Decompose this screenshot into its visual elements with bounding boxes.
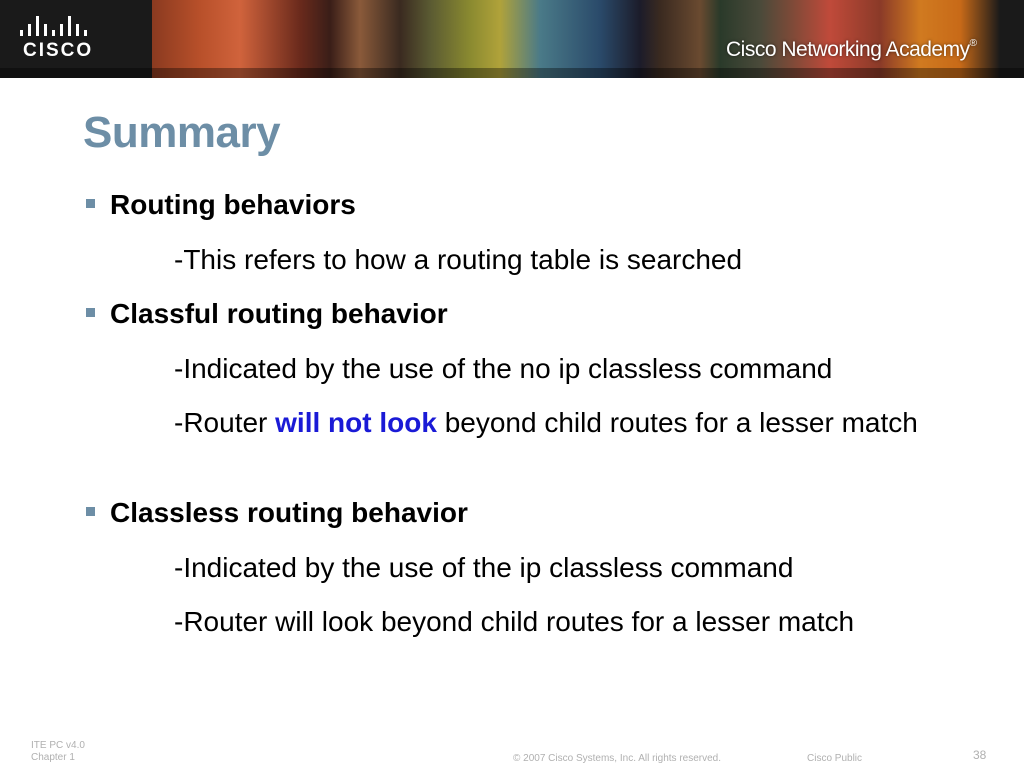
bullet-square-icon bbox=[86, 308, 95, 317]
slide-title: Summary bbox=[83, 108, 281, 157]
sub-line-before: -Router bbox=[174, 407, 276, 438]
sub-line: -Indicated by the use of the no ip classless command bbox=[174, 353, 833, 384]
academy-text: Cisco Networking Academy bbox=[726, 38, 970, 61]
sub-line-highlighted bbox=[174, 405, 924, 441]
registered-mark: ® bbox=[969, 38, 977, 49]
header-banner bbox=[0, 0, 1024, 78]
sub-line: -Router will look beyond child routes for a lesser match bbox=[174, 606, 855, 637]
bullet-heading: Classful routing behavior bbox=[110, 298, 448, 329]
cisco-bridge-icon bbox=[20, 14, 94, 36]
footer-chapter: Chapter 1 bbox=[31, 752, 75, 763]
page-number: 38 bbox=[973, 748, 987, 762]
sub-line: -This refers to how a routing table is searched bbox=[174, 244, 743, 275]
highlight-text: will not look bbox=[275, 407, 437, 438]
footer-classification: Cisco Public bbox=[807, 753, 863, 764]
bullet-square-icon bbox=[86, 199, 95, 208]
bullet-heading: Routing behaviors bbox=[110, 189, 356, 220]
bullet-heading: Classless routing behavior bbox=[110, 497, 468, 528]
footer-course: ITE PC v4.0 bbox=[31, 740, 85, 751]
footer-copyright: © 2007 Cisco Systems, Inc. All rights reserved. bbox=[513, 753, 722, 764]
bullet-square-icon bbox=[86, 507, 95, 516]
sub-line: -Indicated by the use of the ip classless command bbox=[174, 552, 794, 583]
logo-text: CISCO bbox=[23, 40, 94, 61]
academy-title bbox=[726, 38, 976, 62]
footer-course-info bbox=[31, 740, 85, 764]
cisco-logo bbox=[18, 14, 98, 64]
sub-line-after: beyond child routes for a lesser match bbox=[436, 407, 918, 438]
banner-shade bbox=[0, 68, 1024, 78]
